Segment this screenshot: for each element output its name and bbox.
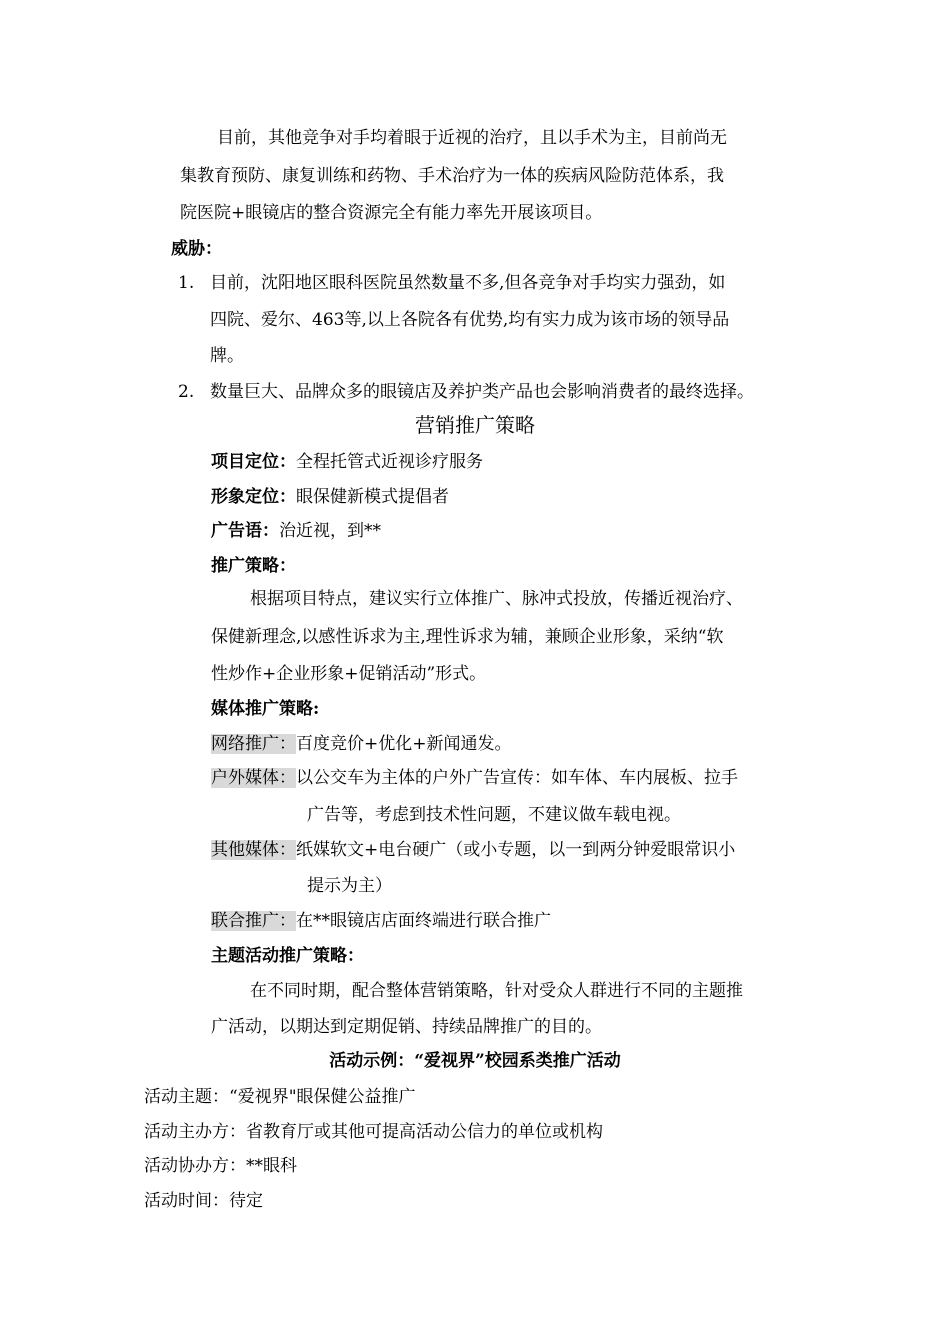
theme-label: 主题活动推广策略： <box>211 946 364 966</box>
media-online-row <box>211 733 512 755</box>
media-other-label: 其他媒体： <box>211 840 296 860</box>
image-row <box>211 486 449 508</box>
media-joint-value: 在**眼镜店店面终端进行联合推广 <box>296 911 551 931</box>
slogan-value: 治近视，到** <box>279 521 381 541</box>
media-outdoor-row <box>211 767 738 789</box>
media-joint-row <box>211 910 551 932</box>
slogan-label: 广告语： <box>211 521 279 541</box>
example-row-time: 活动时间：待定 <box>144 1191 263 1211</box>
media-other-line-2: 提示为主） <box>307 876 392 896</box>
threats-label: 威胁： <box>171 239 222 259</box>
media-joint-label: 联合推广： <box>211 911 296 931</box>
media-other-line-1: 纸媒软文+电台硬广（或小专题，以一到两分钟爱眼常识小 <box>296 840 736 860</box>
media-online-label: 网络推广： <box>211 734 296 754</box>
promo-line-1: 根据项目特点，建议实行立体推广、脉冲式投放，传播近视治疗、 <box>250 589 743 609</box>
example-title: 活动示例：“爱视界”校园系类推广活动 <box>329 1051 621 1071</box>
opportunity-line-1: 目前，其他竞争对手均着眼于近视的治疗，且以手术为主，目前尚无 <box>217 128 727 148</box>
opportunity-line-2: 集教育预防、康复训练和药物、手术治疗为一体的疾病风险防范体系，我 <box>180 166 724 186</box>
theme-line-1: 在不同时期，配合整体营销策略，针对受众人群进行不同的主题推 <box>250 981 743 1001</box>
image-value: 眼保健新模式提倡者 <box>296 487 449 507</box>
threat-1-line-3: 牌。 <box>210 346 244 366</box>
media-label: 媒体推广策略: <box>211 699 320 719</box>
example-row-theme: 活动主题：“爱视界"眼保健公益推广 <box>144 1087 416 1107</box>
threat-number-2: 2. <box>178 382 195 402</box>
threat-1-line-2: 四院、爱尔、463等,以上各院各有优势,均有实力成为该市场的领导品 <box>210 310 730 330</box>
positioning-value: 全程托管式近视诊疗服务 <box>296 452 483 472</box>
strategy-title: 营销推广策略 <box>415 413 535 437</box>
promo-line-2: 保健新理念,以感性诉求为主,理性诉求为辅，兼顾企业形象，采纳“软 <box>211 627 724 647</box>
promo-label: 推广策略： <box>211 556 296 576</box>
media-outdoor-label: 户外媒体： <box>211 768 296 788</box>
slogan-row <box>211 520 381 542</box>
threat-2-line-1: 数量巨大、品牌众多的眼镜店及养护类产品也会影响消费者的最终选择。 <box>210 382 754 402</box>
media-other-row <box>211 839 735 861</box>
theme-line-2: 广活动，以期达到定期促销、持续品牌推广的目的。 <box>211 1017 602 1037</box>
positioning-row <box>211 451 483 473</box>
opportunity-line-3: 院医院+眼镜店的整合资源完全有能力率先开展该项目。 <box>180 203 603 223</box>
media-outdoor-line-1: 以公交车为主体的户外广告宣传：如车体、车内展板、拉手 <box>296 768 738 788</box>
threat-number-1: 1. <box>178 273 195 293</box>
threat-1-line-1: 目前，沈阳地区眼科医院虽然数量不多,但各竞争对手均实力强劲，如 <box>210 273 726 293</box>
media-outdoor-line-2: 广告等，考虑到技术性问题，不建议做车载电视。 <box>307 805 681 825</box>
example-row-organizer: 活动主办方：省教育厅或其他可提高活动公信力的单位或机构 <box>144 1122 603 1142</box>
promo-line-3: 性炒作+企业形象+促销活动”形式。 <box>211 664 487 684</box>
media-online-value: 百度竞价+优化+新闻通发。 <box>296 734 512 754</box>
image-label: 形象定位： <box>211 487 296 507</box>
positioning-label: 项目定位： <box>211 452 296 472</box>
example-row-co-organizer: 活动协办方：**眼科 <box>144 1156 297 1176</box>
